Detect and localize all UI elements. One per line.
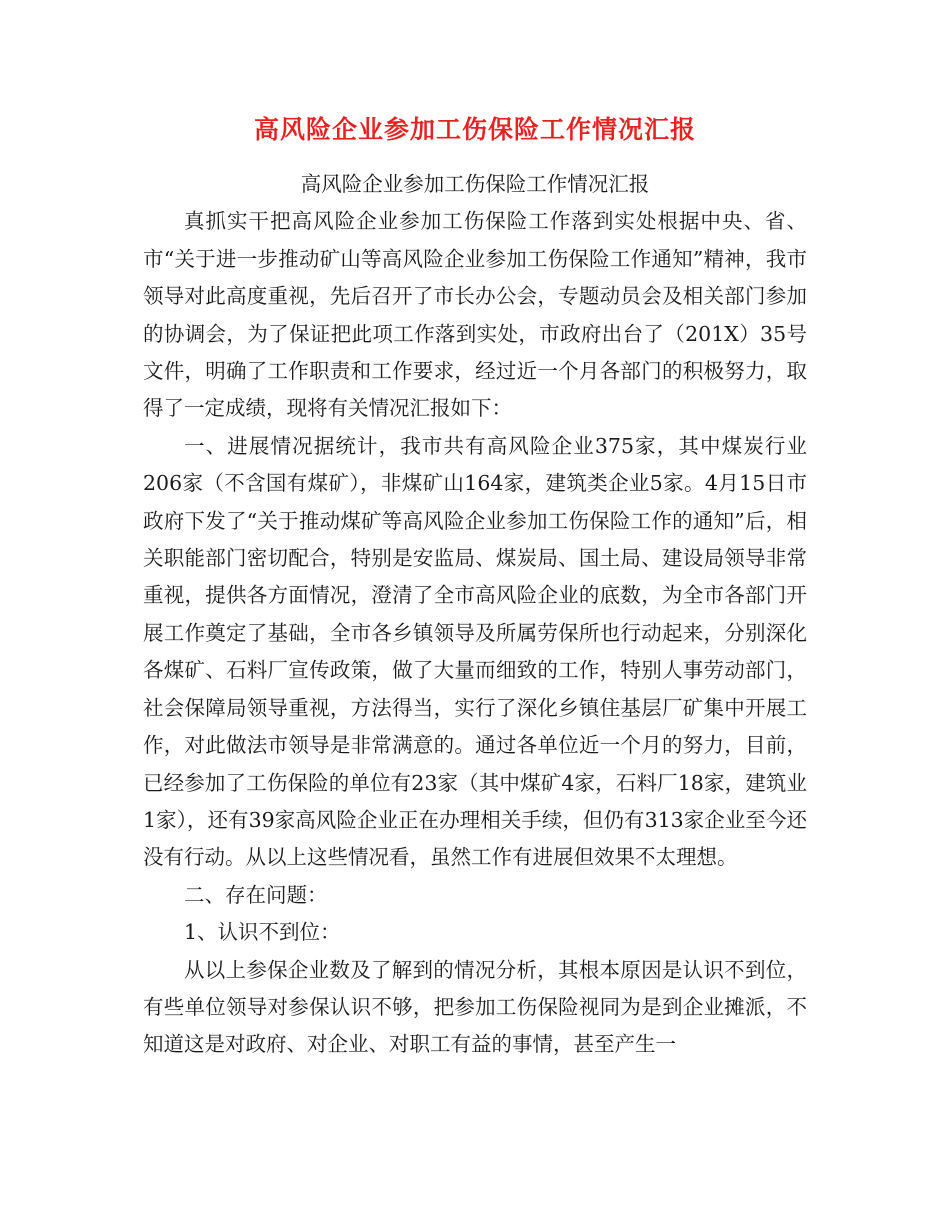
document-body bbox=[143, 166, 807, 1064]
paragraph-progress: 一、进展情况据统计，我市共有高风险企业375家，其中煤炭行业206家（不含国有煤矿），非煤矿山164家，建筑类企业5家。4月15日市政府下发了“关于推动煤矿等高风险企业参加工伤保险工作的通知”后，相关职能部门密切配合，特别是安监局、煤炭局、国土局、建设局领导非常重视，提供各方面情况，澄清了全市高风险企业的底数，为全市各部门开展工作奠定了基础，全市各乡镇领导及所属劳保所也行动起来，分别深化各煤矿、石料厂宣传政策，做了大量而细致的工作，特别人事劳动部门，社会保障局领导重视，方法得当，实行了深化乡镇住基层厂矿集中开展工作，对此做法市领导是非常满意的。通过各单位近一个月的努力，目前，已经参加了工伤保险的单位有23家（其中煤矿4家，石料厂18家，建筑业1家），还有39家高风险企业正在办理相关手续，但仍有313家企业至今还没有行动。从以上这些情况看，虽然工作有进展但效果不太理想。 bbox=[143, 433, 807, 870]
heading-problems: 二、存在问题： bbox=[184, 882, 328, 907]
paragraph-analysis: 从以上参保企业数及了解到的情况分析，其根本原因是认识不到位，有些单位领导对参保认识不够，把参加工伤保险视同为是到企业摊派，不知道这是对政府、对企业、对职工有益的事情，甚至产生一 bbox=[143, 957, 807, 1057]
document-title: 高风险企业参加工伤保险工作情况汇报 bbox=[253, 115, 696, 144]
document-subtitle: 高风险企业参加工伤保险工作情况汇报 bbox=[300, 172, 650, 196]
paragraph-intro: 真抓实干把高风险企业参加工伤保险工作落到实处根据中央、省、市“关于进一步推动矿山等高风险企业参加工伤保险工作通知”精神，我市领导对此高度重视，先后召开了市长办公会，专题动员会及相关部门参加的协调会，为了保证把此项工作落到实处，市政府出台了（201X）35号文件，明确了工作职责和工作要求，经过近一个月各部门的积极努力，取得了一定成绩，现将有关情况汇报如下： bbox=[143, 209, 807, 421]
heading-awareness: 1、认识不到位： bbox=[184, 920, 341, 945]
